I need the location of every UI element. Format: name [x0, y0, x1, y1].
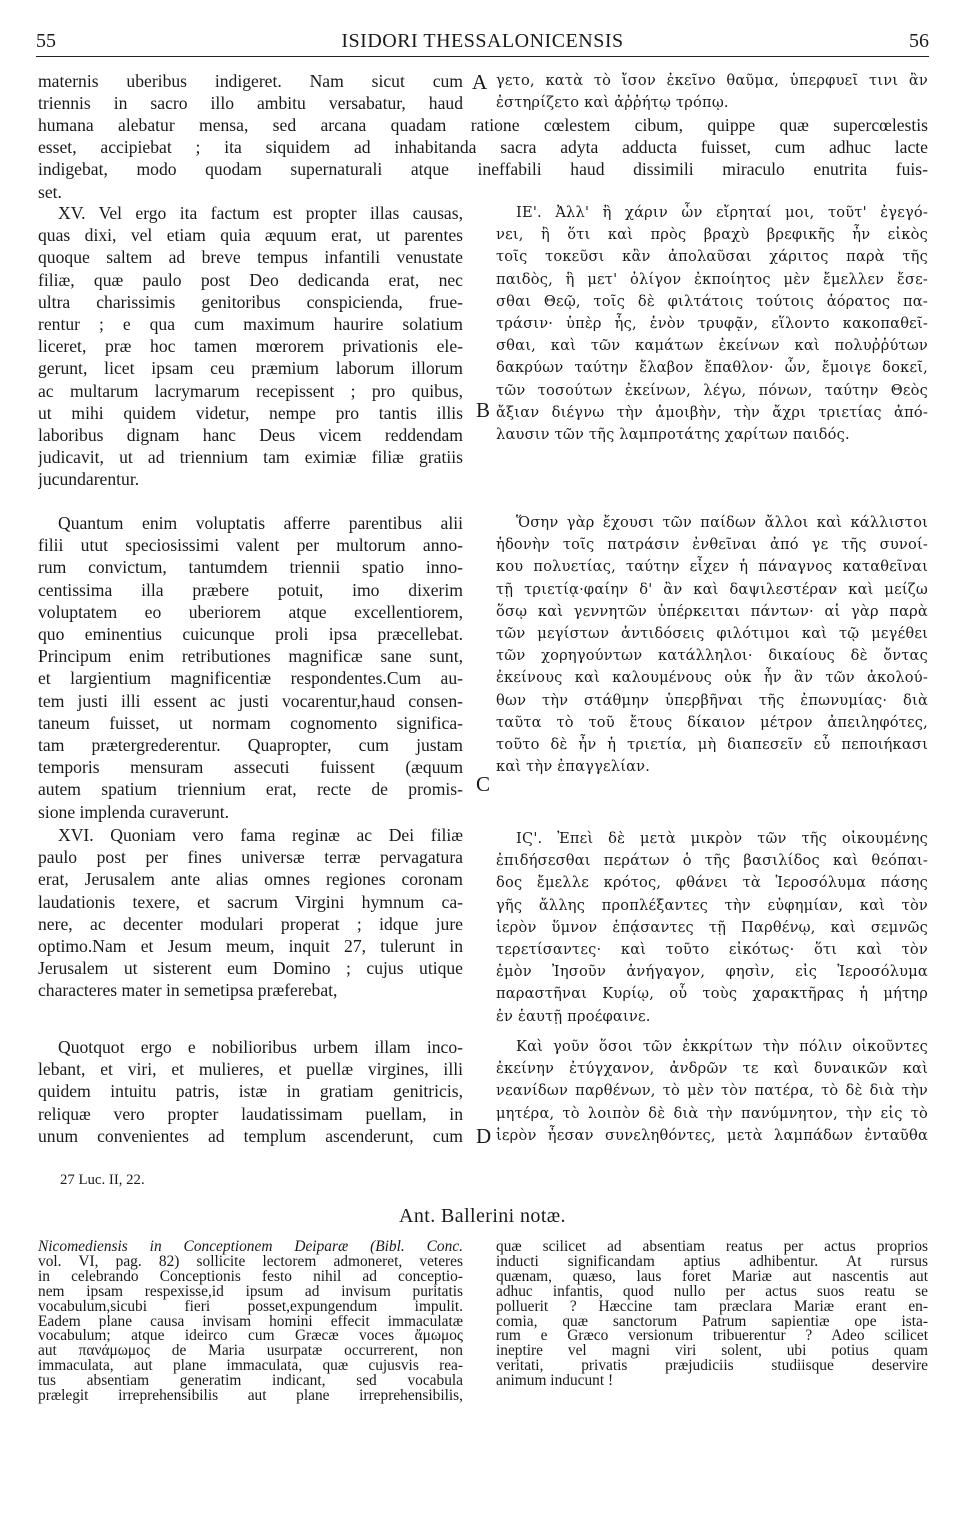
margin-letter-a: A: [472, 70, 488, 94]
greek-section-ie: ΙΕ'. Ἀλλ' ἢ χάριν ὧν εἴρηταί μοι, τοῦτ' ἐγεγό- νει, ἢ ὅτι καὶ πρὸς βραχὺ βρεφικῆς ἦν εἰκὸς τοῖς τοκεῦσι κἂν ἀπολαῦσαι χάριτος παρὰ τῆς παιδὸς, ἣ μετ' ὀλίγον ἐκποίητος μὲν ἔμελλεν ἔσε- σθαι Θεῷ, τοῖς δὲ φιλτάτοις τούτοις ἀόρατος πα- τράσιν· ὑπὲρ ἧς, ἑνὸν τρυφᾷν, εἵλοντο κακοπαθεῖ- σθαι, καὶ τῶν καμάτων ἐκείνων καὶ πολυῤῥύτων δακρύων ταύτην ἔλαβον ἔπαθλον· ὧν, ἔμοιγε δοκεῖ, τῶν τοσούτων ἐκείνων, λέγω, πόνων, ταύτην Θεὸς ἄξιαν διέγνω τὴν ἀμοιβὴν, τὴν ἄχρι τριετίας ἀπό- λαυσιν τῶν τῆς λαμπροτάτης χαρίτων παιδός.: [496, 204, 928, 444]
greek-intro: γετο, κατὰ τὸ ἴσον ἐκεῖνο θαῦμα, ὑπερφυεῖ τινι ἂν ἐστηρίζετο καὶ ἀῤῥήτῳ τρόπῳ.: [496, 72, 928, 112]
latin-section-xv: XV. Vel ergo ita factum est propter illas causas, quas dixi, vel etiam quia æquum erat, ut parentes quoque saltem ad breve tempus infantili venustate filiæ, quæ paulo post Deo dedicanda erat, nec ultra charissimis genitoribus conspicienda, frue- rentur ; e qua cum maximum haurire solatium liceret, præ hoc tamen mœrorem privationis ele- gerunt, licet ipsam ceu præmium laborum illorum ac multarum lacrymarum recepissent ; pro quibus, ut mihi quidem videtur, nempe pro tantis illis laboribus dignam hanc Deus vicem reddendam judicavit, ut ad triennium tam eximiæ filiæ gratiis jucundarentur.: [38, 203, 463, 490]
margin-letter-d: D: [476, 1124, 492, 1148]
latin-paragraph-quantum: Quantum enim voluptatis afferre parentibus alii filii utut speciosissimi valent per multorum anno- rum convictum, tantumdem triennii spatio inno- centissima illa præbere potuit, imo dixerim voluptatem eo uberiorem atque excellentiorem, quo eminentius cuicunque proli ipsa præcellebat. Principum enim retributiones magnificæ sane sunt, et largientium magnificentiæ respondentes.Cum au- tem justi illi essent ac justi vocarentur,haud consen- taneum fuisset, ut normam cognomento significa- tam prætergrederentur. Quapropter, cum justam temporis mensuram assecuti fuissent (æquum autem spatium triennium erat, recte de promis- sione implenda curaverunt.: [38, 513, 463, 822]
notes-left-column: Nicomediensis in Conceptionem Deiparæ (Bibl. Conc. vol. VI, pag. 82) sollicite lectorem admoneret, veteres in celebrando Conceptionis festo nihil ad conceptio- nem ipsam respexisse,id ipsum ad invisum puritatis vocabulum,sicubi fieri posset,expungendum impulit. Eadem plane causa invisam homini effecit immaculatæ vocabulum; atque ideirco cum Græcæ voces ἄμωμος aut πανάμωμος de Maria usurpatæ occurrerent, non immaculata, aut plane immaculata, quæ cujusvis rea- tus absentiam generatim indicant, sed vocabula prælegit irreprehensibilis aut plane irreprehensibilis,: [38, 1240, 463, 1404]
latin-section-xvi: XVI. Quoniam vero fama reginæ ac Dei filiæ paulo post per fines universæ terræ pervagatura erat, Jerusalem ante alias omnes regiones coronam laudationis texere, et sacrum Virgini hymnum ca- nere, ac decenter modulari properat ; idque jure optimo.Nam et Jesum meum, inquit 27, tulerunt in Jerusalem ut sisterent eum Domino ; cujus utique characteres mater in semetipsa præferebat,: [38, 825, 463, 1001]
running-header: [36, 30, 929, 57]
page-number-left: 55: [36, 30, 56, 52]
latin-paragraph-quotquot: Quotquot ergo e nobilioribus urbem illam inco- lebant, et viri, et mulieres, et puellæ virgines, illi quidem intuitu patris, istæ in gratiam genitricis, reliquæ vero propter laudatissimam puellam, in unum convenientes ad templum ascenderunt, cum: [38, 1037, 463, 1146]
latin-intro: maternis uberibus indigeret. Nam sicut cum triennis in sacro illo ambitu versabatur, haud: [38, 71, 463, 114]
greek-paragraph-kai: Καὶ γοῦν ὅσοι τῶν ἐκκρίτων τὴν πόλιν οἰκοῦντες ἐκείνην ἐτύγχανον, ἀνδρῶν τε καὶ δυναικῶν καὶ νεανίδων παρθένων, τὸ μὲν τὸν πατέρα, τὸ δὲ διὰ τὴν μητέρα, τὸ λοιπὸν δὲ διὰ τὴν πανύμνητον, τὴν εἰς τὸ ἱερὸν ἦεσαν συνεληθόντες, μετὰ λαμπάδων ἐνταῦθα: [496, 1038, 928, 1144]
margin-letter-c: C: [476, 772, 491, 796]
greek-paragraph-oshn: Ὅσην γὰρ ἔχουσι τῶν παίδων ἄλλοι καὶ κάλλιστοι ἡδονὴν τοῖς πατράσιν ἐνθεῖναι ἀπό γε τῆς συνοί- κου πολυετίας, ταύτην εἶχεν ἡ πάναγνος καταθεῖναι τῇ τριετίᾳ·φαίην δ' ἂν καὶ δαψιλεστέραν καὶ μείζω ὅσῳ καὶ γεννητῶν ὑπέρκειται πάντων· αἱ γὰρ παρὰ τῶν μεγίστων ἀντιδόσεις φιλότιμοι καὶ τῷ μεγέθει τῶν χορηγούντων κατάλληλοι· δικαίους δὲ ὄντας ἐκείνους καὶ καλουμένους οὐκ ἦν ἂν τῶν ἀκολού- θων τὴν στάθμην ὑπερβῆναι τῆς ἐπωνυμίας· διὰ ταῦτα τὸ τοῦ ἔτους δίκαιον μέτρον ἀπειληφότες, τοῦτο δὲ ἦν ἡ τριετία, μὴ διαπεσεῖν εὖ πεποιήκασι καὶ τὴν ἐπαγγελίαν.: [496, 514, 928, 776]
footnote: 27 Luc. II, 22.: [60, 1172, 145, 1188]
notes-right-column: quæ scilicet ad absentiam reatus per actus proprios inducti significandam aptius adhibentur. At rursus quænam, quæso, laus foret Mariæ aut nascentis aut adhuc infantis, quod nullo per actus suos reatu se polluerit ? Hæccine tam præclara Mariæ erant en- comia, quæ sanctorum Patrum sapientiæ ope ista- rum e Græco versionum tribuerentur ? Adeo scilicet ineptire vel magni viri solent, ubi potius quam veritati, privatis præjudiciis studiisque deservire animum inducunt !: [496, 1240, 928, 1390]
notes-title: Ant. Ballerini notæ.: [399, 1205, 566, 1227]
latin-full-width: humana alebatur mensa, sed arcana quadam ratione cœlestem cibum, quippe quæ supercœlestis esset, accipiebat ; ita siquidem ad inhabitanda sacra adyta adducta fuisset, cum adhuc lacte indigebat, modo quodam supernaturali atque ineffabili haud dissimili miraculo enutrita fuis- set.: [38, 115, 928, 202]
page-number-right: 56: [909, 30, 929, 52]
greek-section-is: ΙϚ'. Ἐπεὶ δὲ μετὰ μικρὸν τῶν τῆς οἰκουμένης ἐπιδήσεσθαι περάτων ὁ τῆς βασιλίδος καὶ θεόπαι- δος ἔμελλε κρότος, φθάνει τὰ Ἱεροσόλυμα πάσης γῆς ἄλλης προπλέξαντες τὴν εὐφημίαν, καὶ τὸν ἱερὸν ὕμνον ἐπᾴσαντες τῇ Παρθένῳ, καὶ σεμνῶς τερετίσαντες· καὶ τοῦτο εἰκότως· ὅτι καὶ τὸν ἐμὸν Ἰησοῦν ἀνήγαγον, φησὶν, εἰς Ἱεροσόλυμα παραστῆναι Κυρίῳ, οὗ τοὺς χαρακτῆρας ἡ μήτηρ ἐν ἑαυτῇ προέφαινε.: [496, 830, 928, 1025]
running-title: ISIDORI THESSALONICENSIS: [341, 30, 624, 52]
margin-letter-b: B: [476, 398, 491, 422]
